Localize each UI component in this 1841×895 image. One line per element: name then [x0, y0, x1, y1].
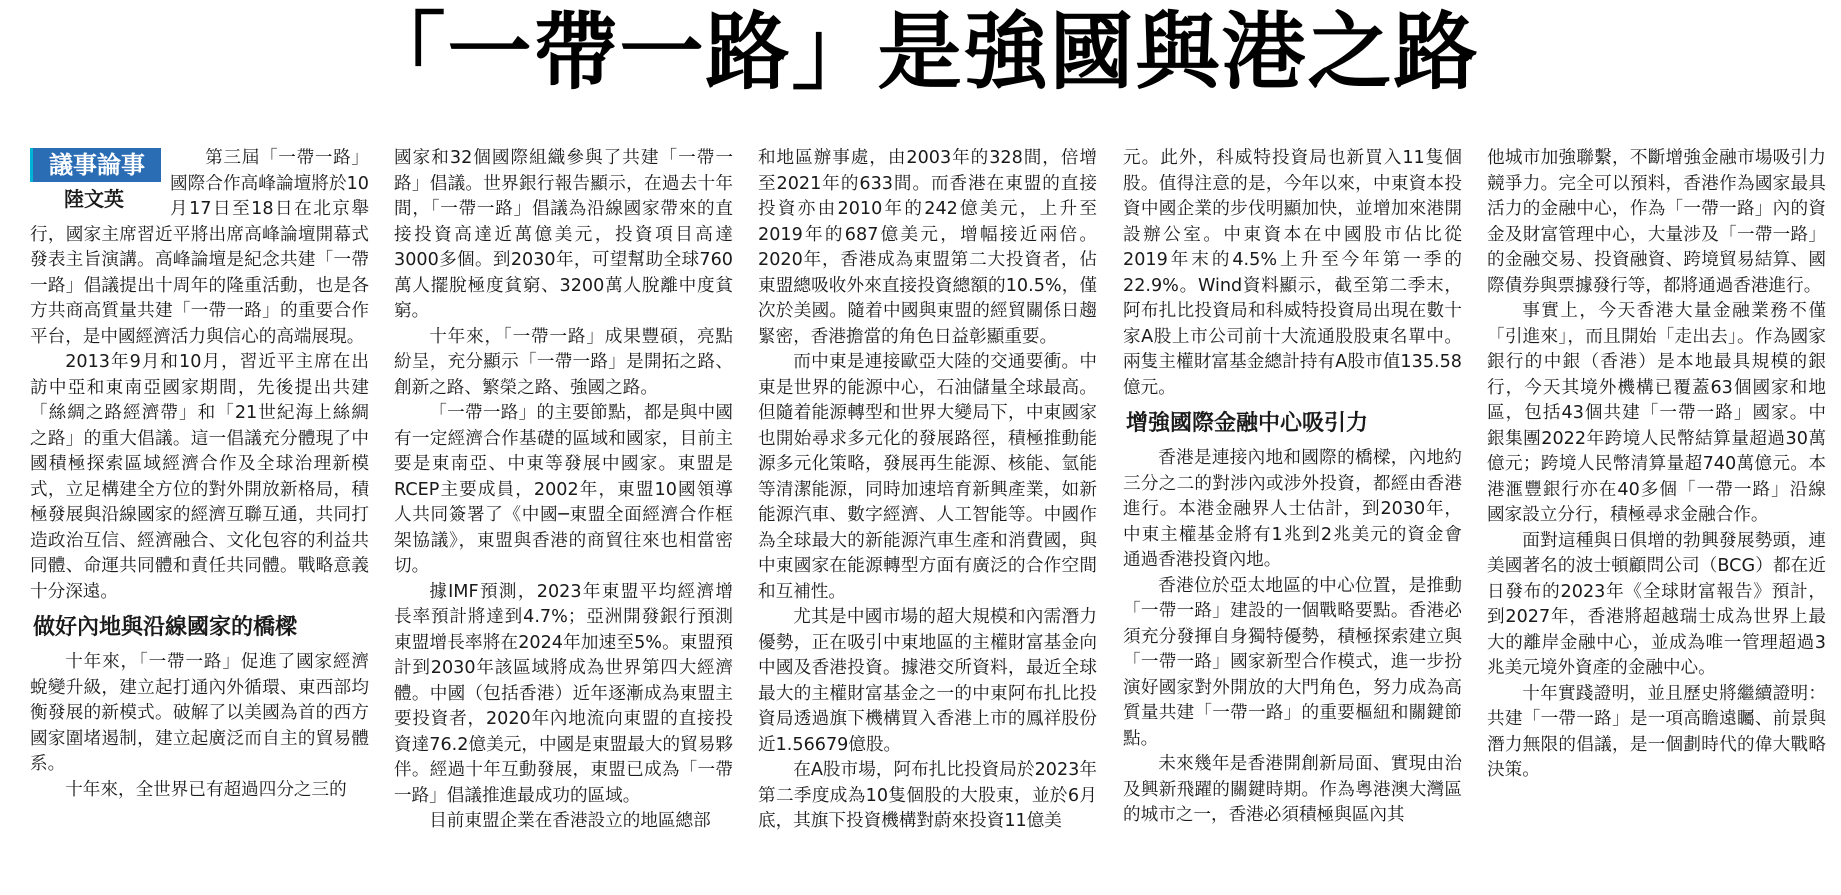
- section-subhead: 做好內地與沿線國家的橋樑: [33, 615, 298, 640]
- article-column-5: [1487, 146, 1826, 895]
- paragraph: 目前東盟企業在香港設立的地區總部: [429, 811, 711, 831]
- paragraph: 他城市加強聯繫，不斷增強金融市場吸引力競爭力。完全可以預料，香港作為國家最具活力的金融中心，作為「一帶一路」內的資金及財富管理中心，大量涉及「一帶一路」的金融交易、投資融資、跨境貿易結算、國際債券與票據發行等，都將通過香港進行。: [1487, 148, 1826, 296]
- paragraph: 十年來，「一帶一路」成果豐碩，亮點紛呈，充分顯示「一帶一路」是開拓之路、創新之路、繁榮之路、強國之路。: [394, 326, 733, 398]
- paragraph: 香港位於亞太地區的中心位置，是推動「一帶一路」建設的一個戰略要點。香港必須充分發揮自身獨特優勢，積極探索建立與「一帶一路」國家新型合作模式，進一步扮演好國家對外開放的大門角色，努力成為高質量共建「一帶一路」的重要樞紐和關鍵節點。: [1123, 575, 1462, 749]
- paragraph: 國家和32個國際組織參與了共建「一帶一路」倡議。世界銀行報告顯示，在過去十年間，「一帶一路」倡議為沿線國家帶來的直接投資高達近萬億美元，投資項目高達3000多個。到2030年，可望幫助全球760萬人擺脫極度貧窮、3200萬人脫離中度貧窮。: [394, 148, 733, 321]
- paragraph: 十年來，「一帶一路」促進了國家經濟蛻變升級，建立起打通內外循環、東西部均衡發展的新模式。破解了以美國為首的西方國家圍堵遏制，建立起廣泛而自主的貿易體系。: [30, 652, 369, 774]
- paragraph: 據IMF預測，2023年東盟平均經濟增長率預計將達到4.7%；亞洲開發銀行預測東盟增長率將在2024年加速至5%。東盟預計到2030年該區域將成為世界第四大經濟體。中國（包括香港）近年逐漸成為東盟主要投資者，2020年內地流向東盟的直接投資達76.2億美元，中國是東盟最大的貿易夥伴。經過十年互動發展，東盟已成為「一帶一路」倡議推進最成功的區域。: [394, 581, 733, 806]
- paragraph: 香港是連接內地和國際的橋樑，內地約三分之二的對涉內或涉外投資，都經由香港進行。本港金融界人士估計，到2030年，中東主權基金將有1兆到2兆美元的資金會通過香港投資內地。: [1123, 448, 1462, 570]
- paragraph: 「一帶一路」的主要節點，都是與中國有一定經濟合作基礎的區域和國家，目前主要是東南亞、中東等發展中國家。東盟是RCEP主要成員，2002年，東盟10國領導人共同簽署了《中國─東盟全面經濟合作框架協議》，東盟與香港的商貿往來也相當密切。: [394, 403, 733, 576]
- paragraph: 未來幾年是香港開創新局面、實現由治及興新飛躍的關鍵時期。作為粵港澳大灣區的城市之一，香港必須積極與區內其: [1123, 754, 1462, 825]
- author-byline: 陸文英: [64, 187, 124, 211]
- paragraph: 第三屆「一帶一路」國際合作高峰論壇將於10月17日至18日在北京舉行，國家主席習近平將出席高峰論壇開幕式發表主旨演講。高峰論壇是紀念共建「一帶一路」倡議提出十周年的隆重活動，也是各方共商高質量共建「一帶一路」的重要合作平台，是中國經濟活力與信心的高端展現。: [30, 148, 369, 347]
- column-tag: [30, 148, 158, 214]
- paragraph: 而中東是連接歐亞大陸的交通要衝。中東是世界的能源中心，石油儲量全球最高。但隨着能源轉型和世界大變局下，中東國家也開始尋求多元化的發展路徑，積極推動能源多元化策略，發展再生能源、核能、氫能等清潔能源，同時加速培育新興產業，如新能源汽車、數字經濟、人工智能等。中國作為全球最大的新能源汽車生產和消費國，與中東國家在能源轉型方面有廣泛的合作空間和互補性。: [758, 352, 1097, 602]
- paragraph: 面對這種與日俱增的勃興發展勢頭，連美國著名的波士頓顧問公司（BCG）都在近日發布的2023年《全球財富報告》預計，到2027年，香港將超越瑞士成為世界上最大的離岸金融中心，並成為唯一管理超過3兆美元境外資產的金融中心。: [1487, 530, 1826, 678]
- paragraph: 和地區辦事處，由2003年的328間，倍增至2021年的633間。而香港在東盟的直接投資亦由2010年的242億美元，上升至2019年的687億美元，增幅接近兩倍。2020年，香港成為東盟第二大投資者，佔東盟總吸收外來直接投資總額的10.5%，僅次於美國。隨着中國與東盟的經貿關係日趨緊密，香港擔當的角色日益彰顯重要。: [758, 148, 1097, 347]
- paragraph: 尤其是中國市場的超大規模和內需潛力優勢，正在吸引中東地區的主權財富基金向中國及香港投資。據港交所資料，最近全球最大的主權財富基金之一的中東阿布扎比投資局透過旗下機構買入香港上市的鳳祥股份近1.56679億股。: [758, 607, 1097, 755]
- article-column-3: [758, 146, 1097, 895]
- paragraph: 在A股市場，阿布扎比投資局於2023年第二季度成為10隻個股的大股東，並於6月底，其旗下投資機構對蔚來投資11億美: [758, 760, 1097, 831]
- article-column-1: [30, 146, 369, 895]
- article-column-2: [394, 146, 733, 895]
- section-subhead: 增強國際金融中心吸引力: [1126, 411, 1369, 436]
- paragraph: 元。此外，科威特投資局也新買入11隻個股。值得注意的是，今年以來，中東資本投資中國企業的步伐明顯加快，並增加來港開設辦公室。中東資本在中國股市佔比從2019年末的4.5%上升至今年第一季的22.9%。Wind資料顯示，截至第二季末，阿布扎比投資局和科威特投資局出現在數十家A股上市公司前十大流通股股東名單中。兩隻主權財富基金總計持有A股市值135.58億元。: [1123, 148, 1462, 398]
- column-tag-label: 議事論事: [30, 148, 161, 182]
- paragraph: 2013年9月和10月，習近平主席在出訪中亞和東南亞國家期間，先後提出共建「絲綢之路經濟帶」和「21世紀海上絲綢之路」的重大倡議。這一倡議充分體現了中國積極探索區域經濟合作及全球治理新模式，立足構建全方位的對外開放新格局，積極發展與沿線國家的經濟互聯互通，共同打造政治互信、經濟融合、文化包容的利益共同體、命運共同體和責任共同體。戰略意義十分深遠。: [30, 352, 369, 602]
- article-column-4: [1123, 146, 1462, 895]
- paragraph: 十年來，全世界已有超過四分之三的: [65, 779, 347, 800]
- paragraph: 十年實踐證明，並且歷史將繼續證明：共建「一帶一路」是一項高瞻遠矚、前景與潛力無限的倡議，是一個劃時代的偉大戰略決策。: [1487, 683, 1826, 780]
- paragraph: 事實上，今天香港大量金融業務不僅「引進來」，而且開始「走出去」。作為國家銀行的中銀（香港）是本地最具規模的銀行，今天其境外機構已覆蓋63個國家和地區，包括43個共建「一帶一路」國家。中銀集團2022年跨境人民幣結算量超過30萬億元；跨境人民幣清算量超740萬億元。本港滙豐銀行亦在40多個「一帶一路」沿線國家設立分行，積極尋求金融合作。: [1487, 301, 1826, 525]
- article-headline: 「一帶一路」是強國與港之路: [361, 2, 1480, 101]
